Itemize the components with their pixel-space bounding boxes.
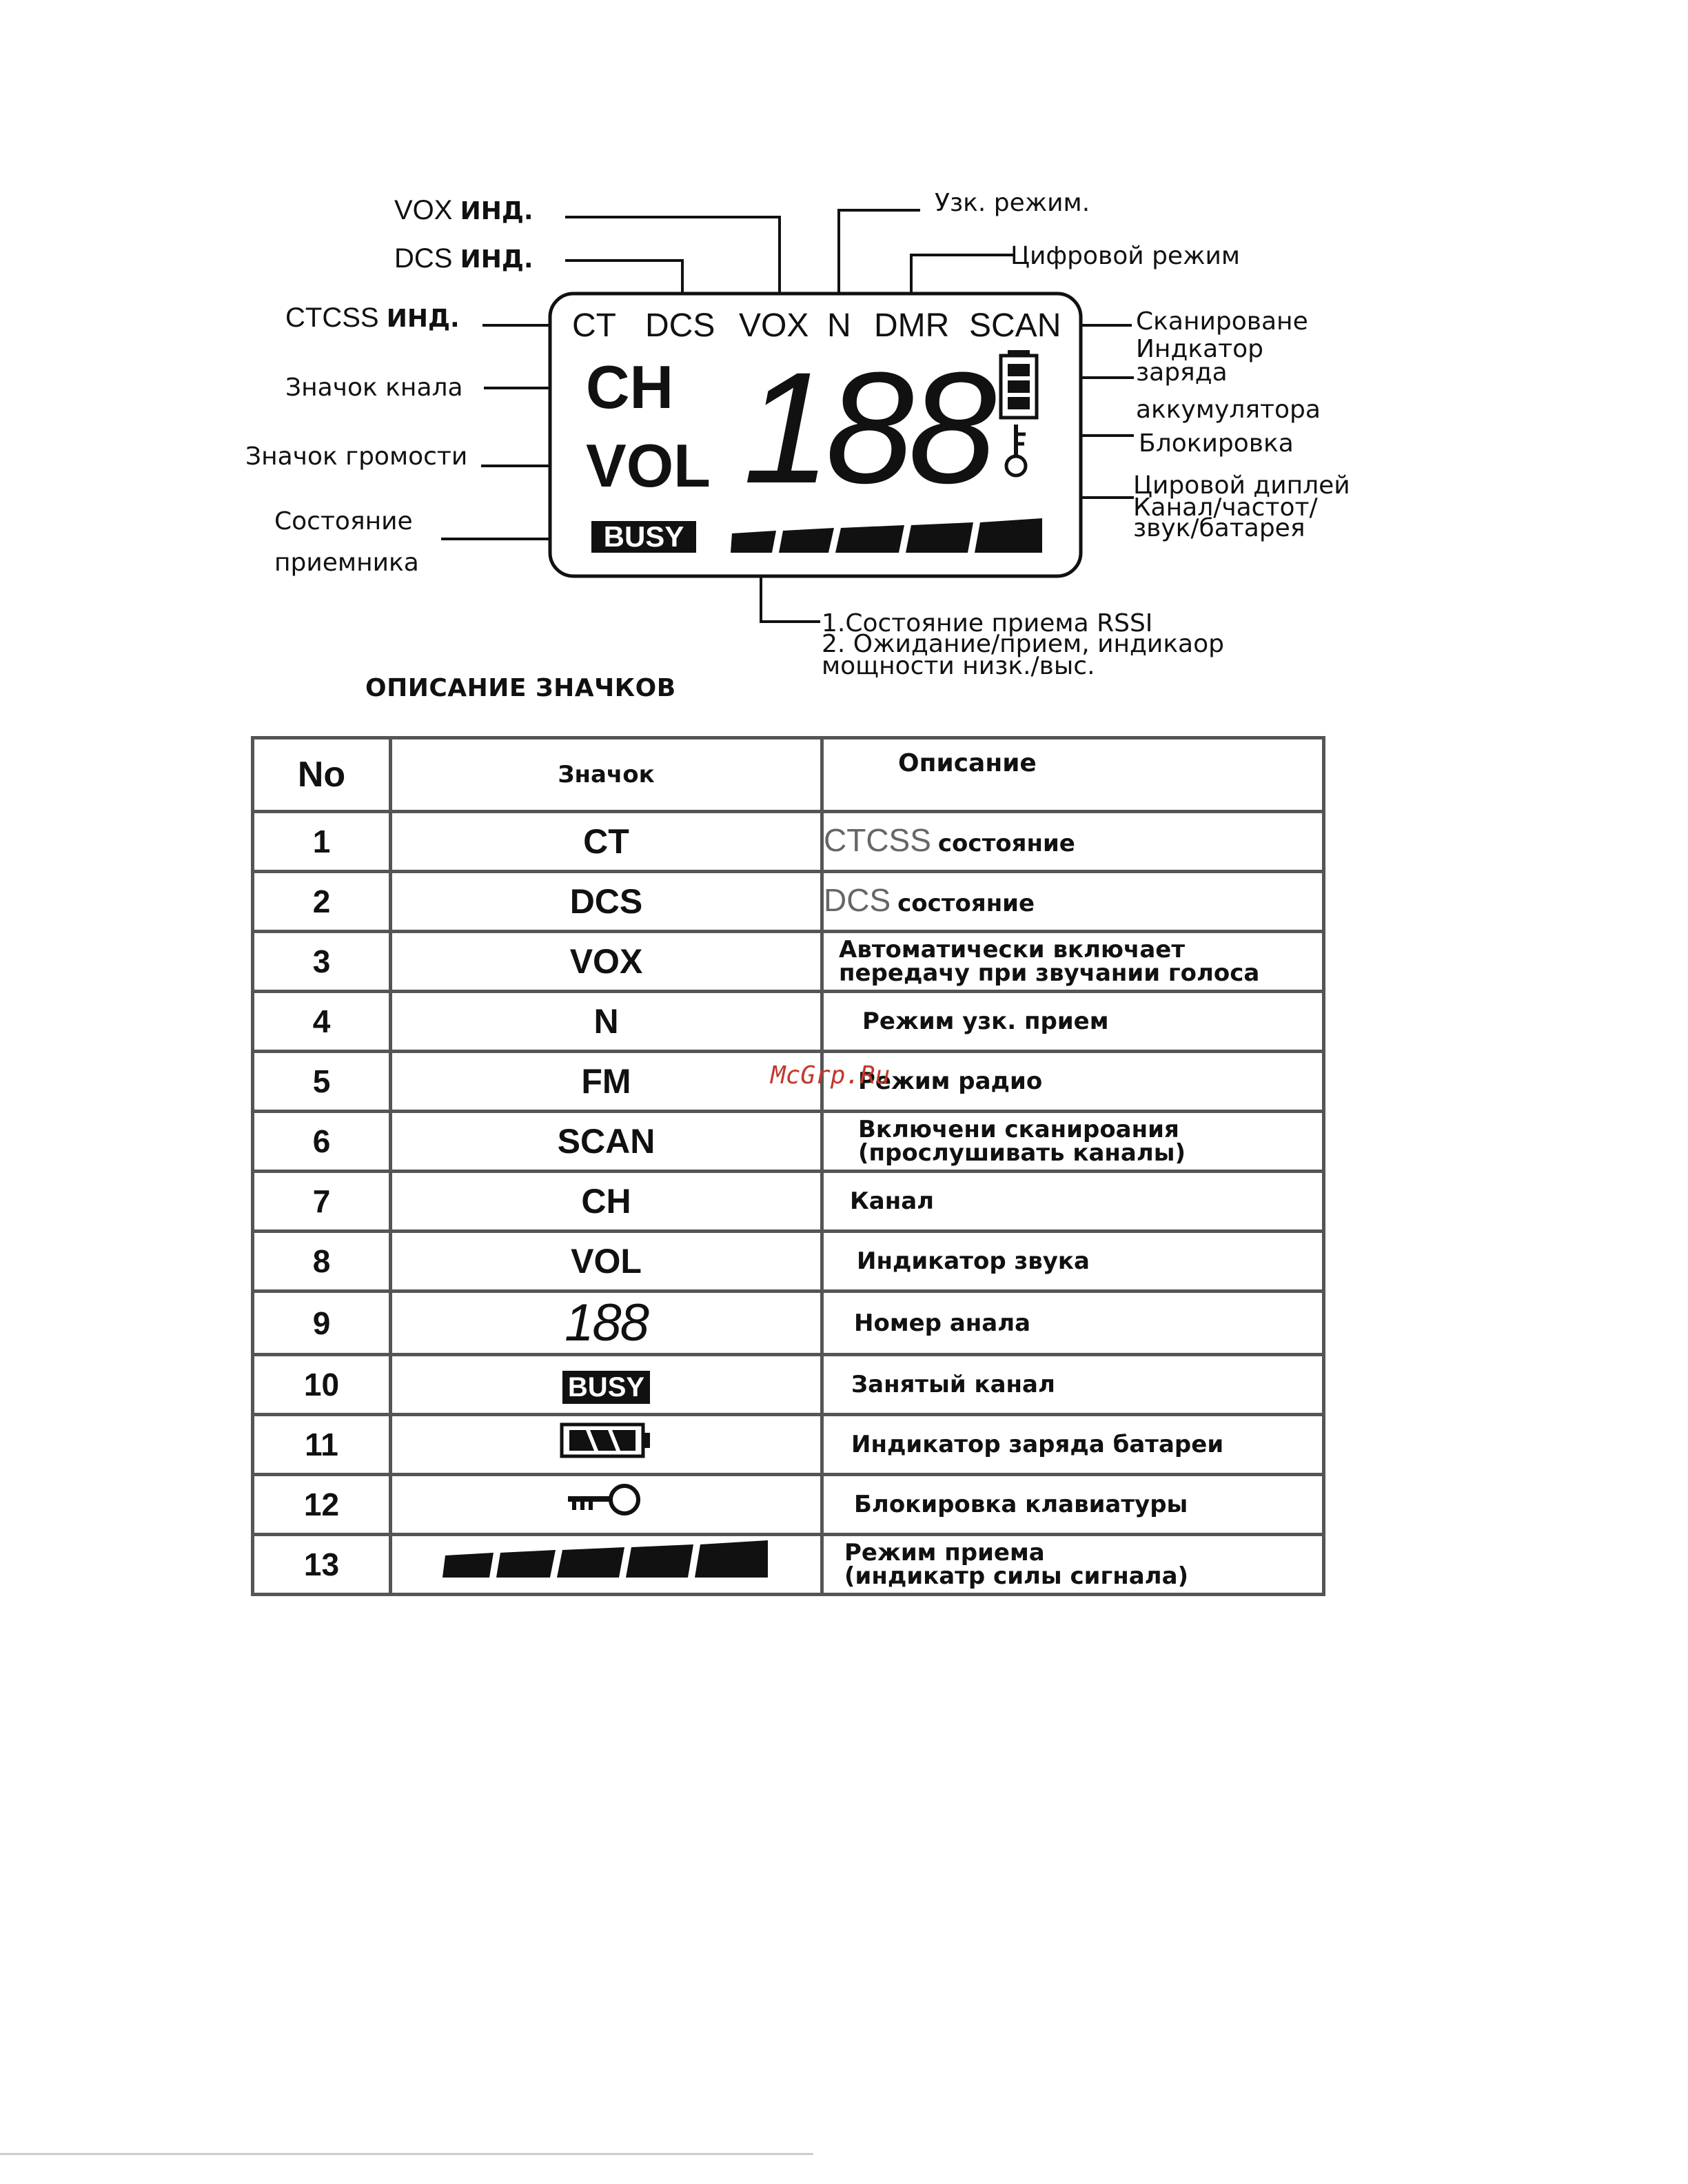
- lcd-n: N: [827, 307, 851, 344]
- table-header-row: [253, 738, 1324, 812]
- row-no: 8: [253, 1232, 391, 1292]
- row-icon-battery: [391, 1415, 822, 1475]
- table-row: [253, 1172, 1324, 1232]
- row-no: 4: [253, 992, 391, 1052]
- lcd-ct: CT: [572, 307, 616, 344]
- lcd-ch: CH: [586, 353, 674, 421]
- display-callout-1: Цировой диплей: [1133, 471, 1350, 500]
- row-desc: Индикатор звука: [822, 1232, 1324, 1292]
- table-row: [253, 872, 1324, 932]
- lcd-digits: 188: [743, 339, 991, 516]
- table-row: [253, 1535, 1324, 1595]
- row-icon-dcs: DCS: [391, 872, 822, 932]
- bottom-divider: [0, 2153, 813, 2155]
- row-desc-line-1: Режим приема: [844, 1539, 1045, 1566]
- section-title: ОПИСАНИЕ ЗНАЧКОВ: [365, 674, 676, 702]
- row-desc-line-2: (прослушивать каналы): [858, 1139, 1186, 1167]
- battery-callout-3: аккумулятора: [1136, 396, 1321, 424]
- row-no: 2: [253, 872, 391, 932]
- icon-table: [251, 736, 1325, 1596]
- rssi-callout-1: 1.Состояние приема RSSI: [822, 609, 1153, 637]
- row-icon-ch: CH: [391, 1172, 822, 1232]
- rssi-callout-2: 2. Ожидание/прием, индикаор: [822, 630, 1224, 658]
- seven-segment-188: 188: [565, 1294, 648, 1352]
- row-desc: [822, 812, 1324, 872]
- row-desc-line-2: передачу при звучании голоса: [839, 959, 1260, 987]
- scan-callout: Сканироване: [1136, 307, 1308, 336]
- battery-callout-2: заряда: [1136, 358, 1228, 387]
- row-desc: Номер анала: [822, 1292, 1324, 1355]
- table-row: [253, 992, 1324, 1052]
- table-row: [253, 1232, 1324, 1292]
- row-desc: Режим радио: [822, 1052, 1324, 1112]
- lcd-diagram: [0, 0, 1688, 689]
- narrow-callout: Узк. режим.: [935, 189, 1090, 217]
- table-row: [253, 1355, 1324, 1415]
- row-no: 10: [253, 1355, 391, 1415]
- row-no: 9: [253, 1292, 391, 1355]
- row-icon-vox: VOX: [391, 932, 822, 992]
- header-desc: Описание: [822, 738, 1324, 812]
- row-no: 11: [253, 1415, 391, 1475]
- table-row: [253, 1475, 1324, 1535]
- row-desc-text: состояние: [937, 829, 1075, 857]
- lock-callout: Блокировка: [1139, 429, 1294, 458]
- receiver-callout-2: приемника: [274, 549, 419, 577]
- row-desc: [822, 932, 1324, 992]
- key-icon: [565, 1481, 648, 1520]
- lcd-vox: VOX: [739, 307, 809, 344]
- row-no: 3: [253, 932, 391, 992]
- row-desc-prefix: CTCSS: [824, 821, 931, 858]
- header-no: No: [253, 738, 391, 812]
- table-row: [253, 1292, 1324, 1355]
- watermark: McGrp.Ru: [771, 1061, 891, 1090]
- lcd-dmr: DMR: [874, 307, 950, 344]
- signal-bars-icon: [441, 1539, 772, 1582]
- lcd-scan: SCAN: [969, 307, 1061, 344]
- header-icon: Значок: [391, 738, 822, 812]
- display-callout-3: звук/батарея: [1133, 514, 1305, 542]
- row-icon-scan: SCAN: [391, 1112, 822, 1172]
- row-desc-text: состояние: [897, 889, 1035, 917]
- channel-icon-callout: Значок кнала: [285, 374, 463, 402]
- row-desc-prefix: DCS: [824, 881, 891, 918]
- table-row: [253, 1112, 1324, 1172]
- battery-icon: [560, 1419, 653, 1462]
- busy-badge: BUSY: [562, 1371, 650, 1404]
- row-desc: Канал: [822, 1172, 1324, 1232]
- ctcss-callout: CTCSS ИНД.: [285, 303, 460, 333]
- row-no: 6: [253, 1112, 391, 1172]
- row-icon-key: [391, 1475, 822, 1535]
- table-row: [253, 812, 1324, 872]
- row-no: 13: [253, 1535, 391, 1595]
- lcd-dcs: DCS: [645, 307, 715, 344]
- volume-icon-callout: Значок громости: [245, 442, 468, 471]
- table-row: [253, 932, 1324, 992]
- receiver-callout-1: Состояние: [274, 507, 413, 535]
- row-desc-line-1: Включени сканироания: [858, 1116, 1179, 1143]
- dcs-callout: DCS ИНД.: [394, 243, 533, 274]
- row-icon-ct: CT: [391, 812, 822, 872]
- row-icon-vol: VOL: [391, 1232, 822, 1292]
- row-desc-line-1: Автоматически включает: [839, 936, 1186, 963]
- row-desc: Занятый канал: [822, 1355, 1324, 1415]
- row-desc: Блокировка клавиатуры: [822, 1475, 1324, 1535]
- row-desc: [822, 872, 1324, 932]
- row-desc-line-2: (индикатр силы сигнала): [844, 1562, 1189, 1590]
- row-icon-busy: [391, 1355, 822, 1415]
- lcd-vol: VOL: [586, 431, 711, 500]
- row-icon-n: N: [391, 992, 822, 1052]
- battery-callout-1: Индкатор: [1136, 335, 1264, 363]
- row-desc: [822, 1535, 1324, 1595]
- vox-callout: VOX ИНД.: [394, 195, 533, 225]
- row-desc: Режим узк. прием: [822, 992, 1324, 1052]
- row-icon-fm: FM: [391, 1052, 822, 1112]
- row-icon-signal: [391, 1535, 822, 1595]
- display-callout-2: Канал/частот/: [1133, 493, 1318, 522]
- lcd-battery-icon: [1001, 350, 1037, 418]
- row-icon-digits: [391, 1292, 822, 1355]
- row-desc: Индикатор заряда батареи: [822, 1415, 1324, 1475]
- row-no: 1: [253, 812, 391, 872]
- row-desc: [822, 1112, 1324, 1172]
- row-no: 12: [253, 1475, 391, 1535]
- row-no: 5: [253, 1052, 391, 1112]
- row-no: 7: [253, 1172, 391, 1232]
- rssi-callout-3: мощности низк./выс.: [822, 652, 1095, 680]
- lcd-busy-text: BUSY: [603, 520, 684, 553]
- table-row: [253, 1415, 1324, 1475]
- digital-callout: Цифровой режим: [1010, 242, 1241, 270]
